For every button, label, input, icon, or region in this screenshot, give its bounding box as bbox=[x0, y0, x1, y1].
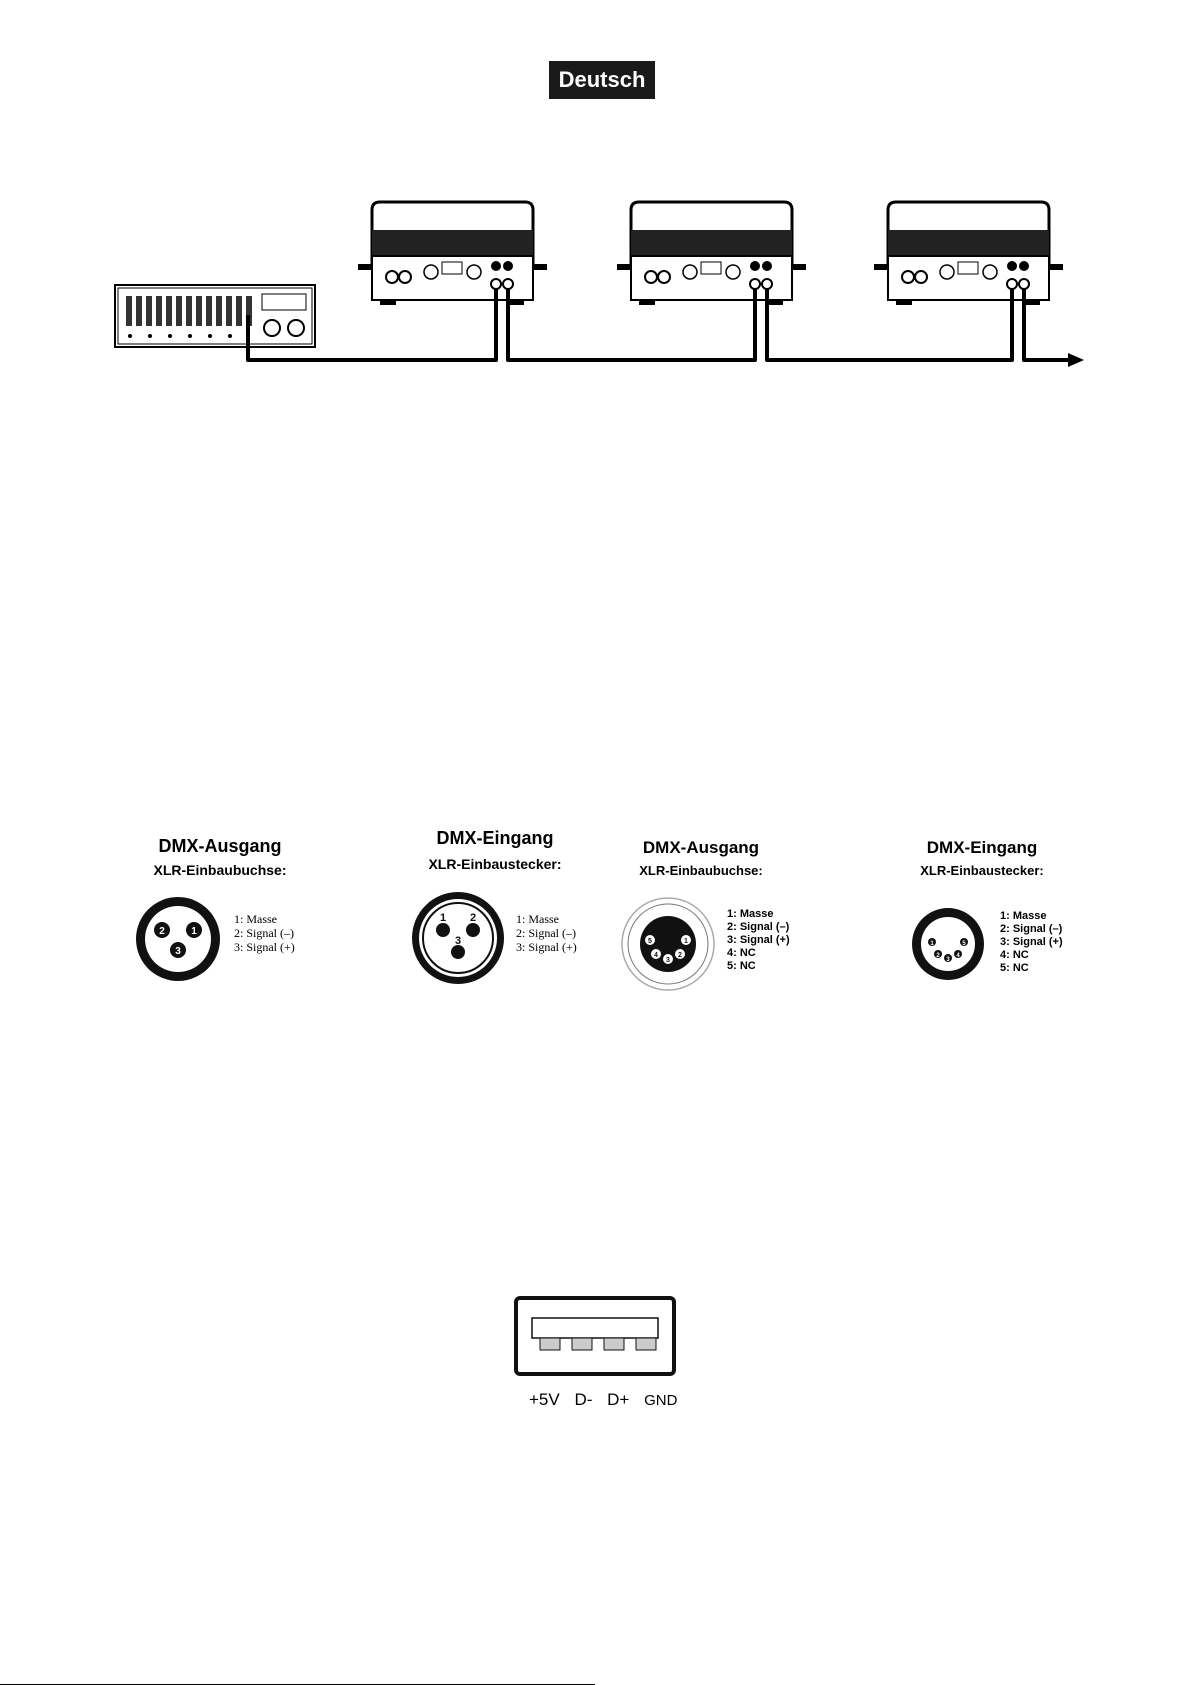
pin-label-b: 4 bbox=[654, 952, 658, 959]
language-badge: Deutsch bbox=[549, 61, 655, 99]
pin-label-d: 4 bbox=[956, 953, 960, 959]
pin-row: 2: Signal (–) bbox=[1000, 923, 1063, 935]
usb-pin-label: +5V bbox=[529, 1390, 560, 1409]
pin-label-c: 3 bbox=[946, 957, 950, 963]
xlr-3pin-female-diagram bbox=[128, 894, 228, 984]
connector-3-pin-list bbox=[727, 908, 790, 973]
pin-row: 1: Masse bbox=[727, 908, 774, 920]
pin-row: 1: Masse bbox=[234, 912, 277, 926]
connector-2-pin-list bbox=[516, 912, 577, 954]
connector-4-subtitle: XLR-Einbaustecker: bbox=[920, 863, 1044, 878]
connector-1-title: DMX-Ausgang bbox=[158, 836, 282, 856]
pin-row: 4: NC bbox=[727, 947, 756, 959]
pin-label-c: 3 bbox=[454, 935, 462, 947]
connector-1-pin-list bbox=[234, 912, 295, 954]
pin-row: 3: Signal (+) bbox=[1000, 936, 1063, 948]
dmx-controller bbox=[115, 285, 315, 347]
pin-label-a: 1 bbox=[439, 912, 447, 924]
connector-2-subtitle: XLR-Einbaustecker: bbox=[428, 856, 562, 872]
xlr-5pin-male-diagram bbox=[910, 906, 986, 982]
pin-label-b: 1 bbox=[191, 926, 197, 937]
xlr-3pin-male-diagram bbox=[410, 890, 506, 986]
pin-label-e: 5 bbox=[962, 941, 966, 947]
usb-port-diagram bbox=[514, 1296, 676, 1376]
pin-row: 2: Signal (–) bbox=[234, 926, 294, 940]
pin-row: 1: Masse bbox=[516, 912, 559, 926]
pin-row: 2: Signal (–) bbox=[516, 926, 576, 940]
fixture-2 bbox=[617, 202, 806, 305]
pin-row: 2: Signal (–) bbox=[727, 921, 790, 933]
pin-row: 3: Signal (+) bbox=[516, 940, 577, 954]
connector-2-title: DMX-Eingang bbox=[436, 828, 554, 848]
pin-row: 5: NC bbox=[1000, 962, 1029, 974]
pin-row: 5: NC bbox=[727, 960, 756, 972]
pin-label-c: 3 bbox=[175, 946, 181, 957]
fixture-1 bbox=[358, 202, 547, 305]
usb-pin-labels bbox=[529, 1390, 687, 1410]
pin-label-d: 2 bbox=[678, 952, 682, 959]
connector-3-title: DMX-Ausgang bbox=[642, 838, 760, 857]
cable-continue-arrow bbox=[1068, 353, 1084, 367]
connector-4-pin-list bbox=[1000, 910, 1063, 975]
pin-label-a: 5 bbox=[648, 938, 652, 945]
xlr-5pin-female-diagram bbox=[620, 896, 716, 992]
usb-pin-label: D- bbox=[574, 1390, 593, 1409]
pin-row: 1: Masse bbox=[1000, 910, 1047, 922]
connector-1-subtitle: XLR-Einbaubuchse: bbox=[153, 862, 287, 878]
pin-label-b: 2 bbox=[469, 912, 477, 924]
pin-label-c: 3 bbox=[666, 957, 670, 964]
connector-4-title: DMX-Eingang bbox=[926, 838, 1038, 857]
fixture-3 bbox=[874, 202, 1063, 305]
pin-row: 3: Signal (+) bbox=[234, 940, 295, 954]
connector-3-subtitle: XLR-Einbaubuchse: bbox=[639, 863, 763, 878]
pin-label-b: 2 bbox=[936, 953, 940, 959]
pin-label-a: 2 bbox=[159, 926, 165, 937]
pin-row: 3: Signal (+) bbox=[727, 934, 790, 946]
usb-pin-label: D+ bbox=[607, 1390, 630, 1409]
pin-label-e: 1 bbox=[684, 938, 688, 945]
pin-row: 4: NC bbox=[1000, 949, 1029, 961]
dmx-wiring-diagram bbox=[0, 200, 1191, 380]
usb-port-inner bbox=[518, 1300, 672, 1372]
usb-pin-label: GND bbox=[644, 1392, 678, 1409]
pin-label-a: 1 bbox=[930, 941, 934, 947]
